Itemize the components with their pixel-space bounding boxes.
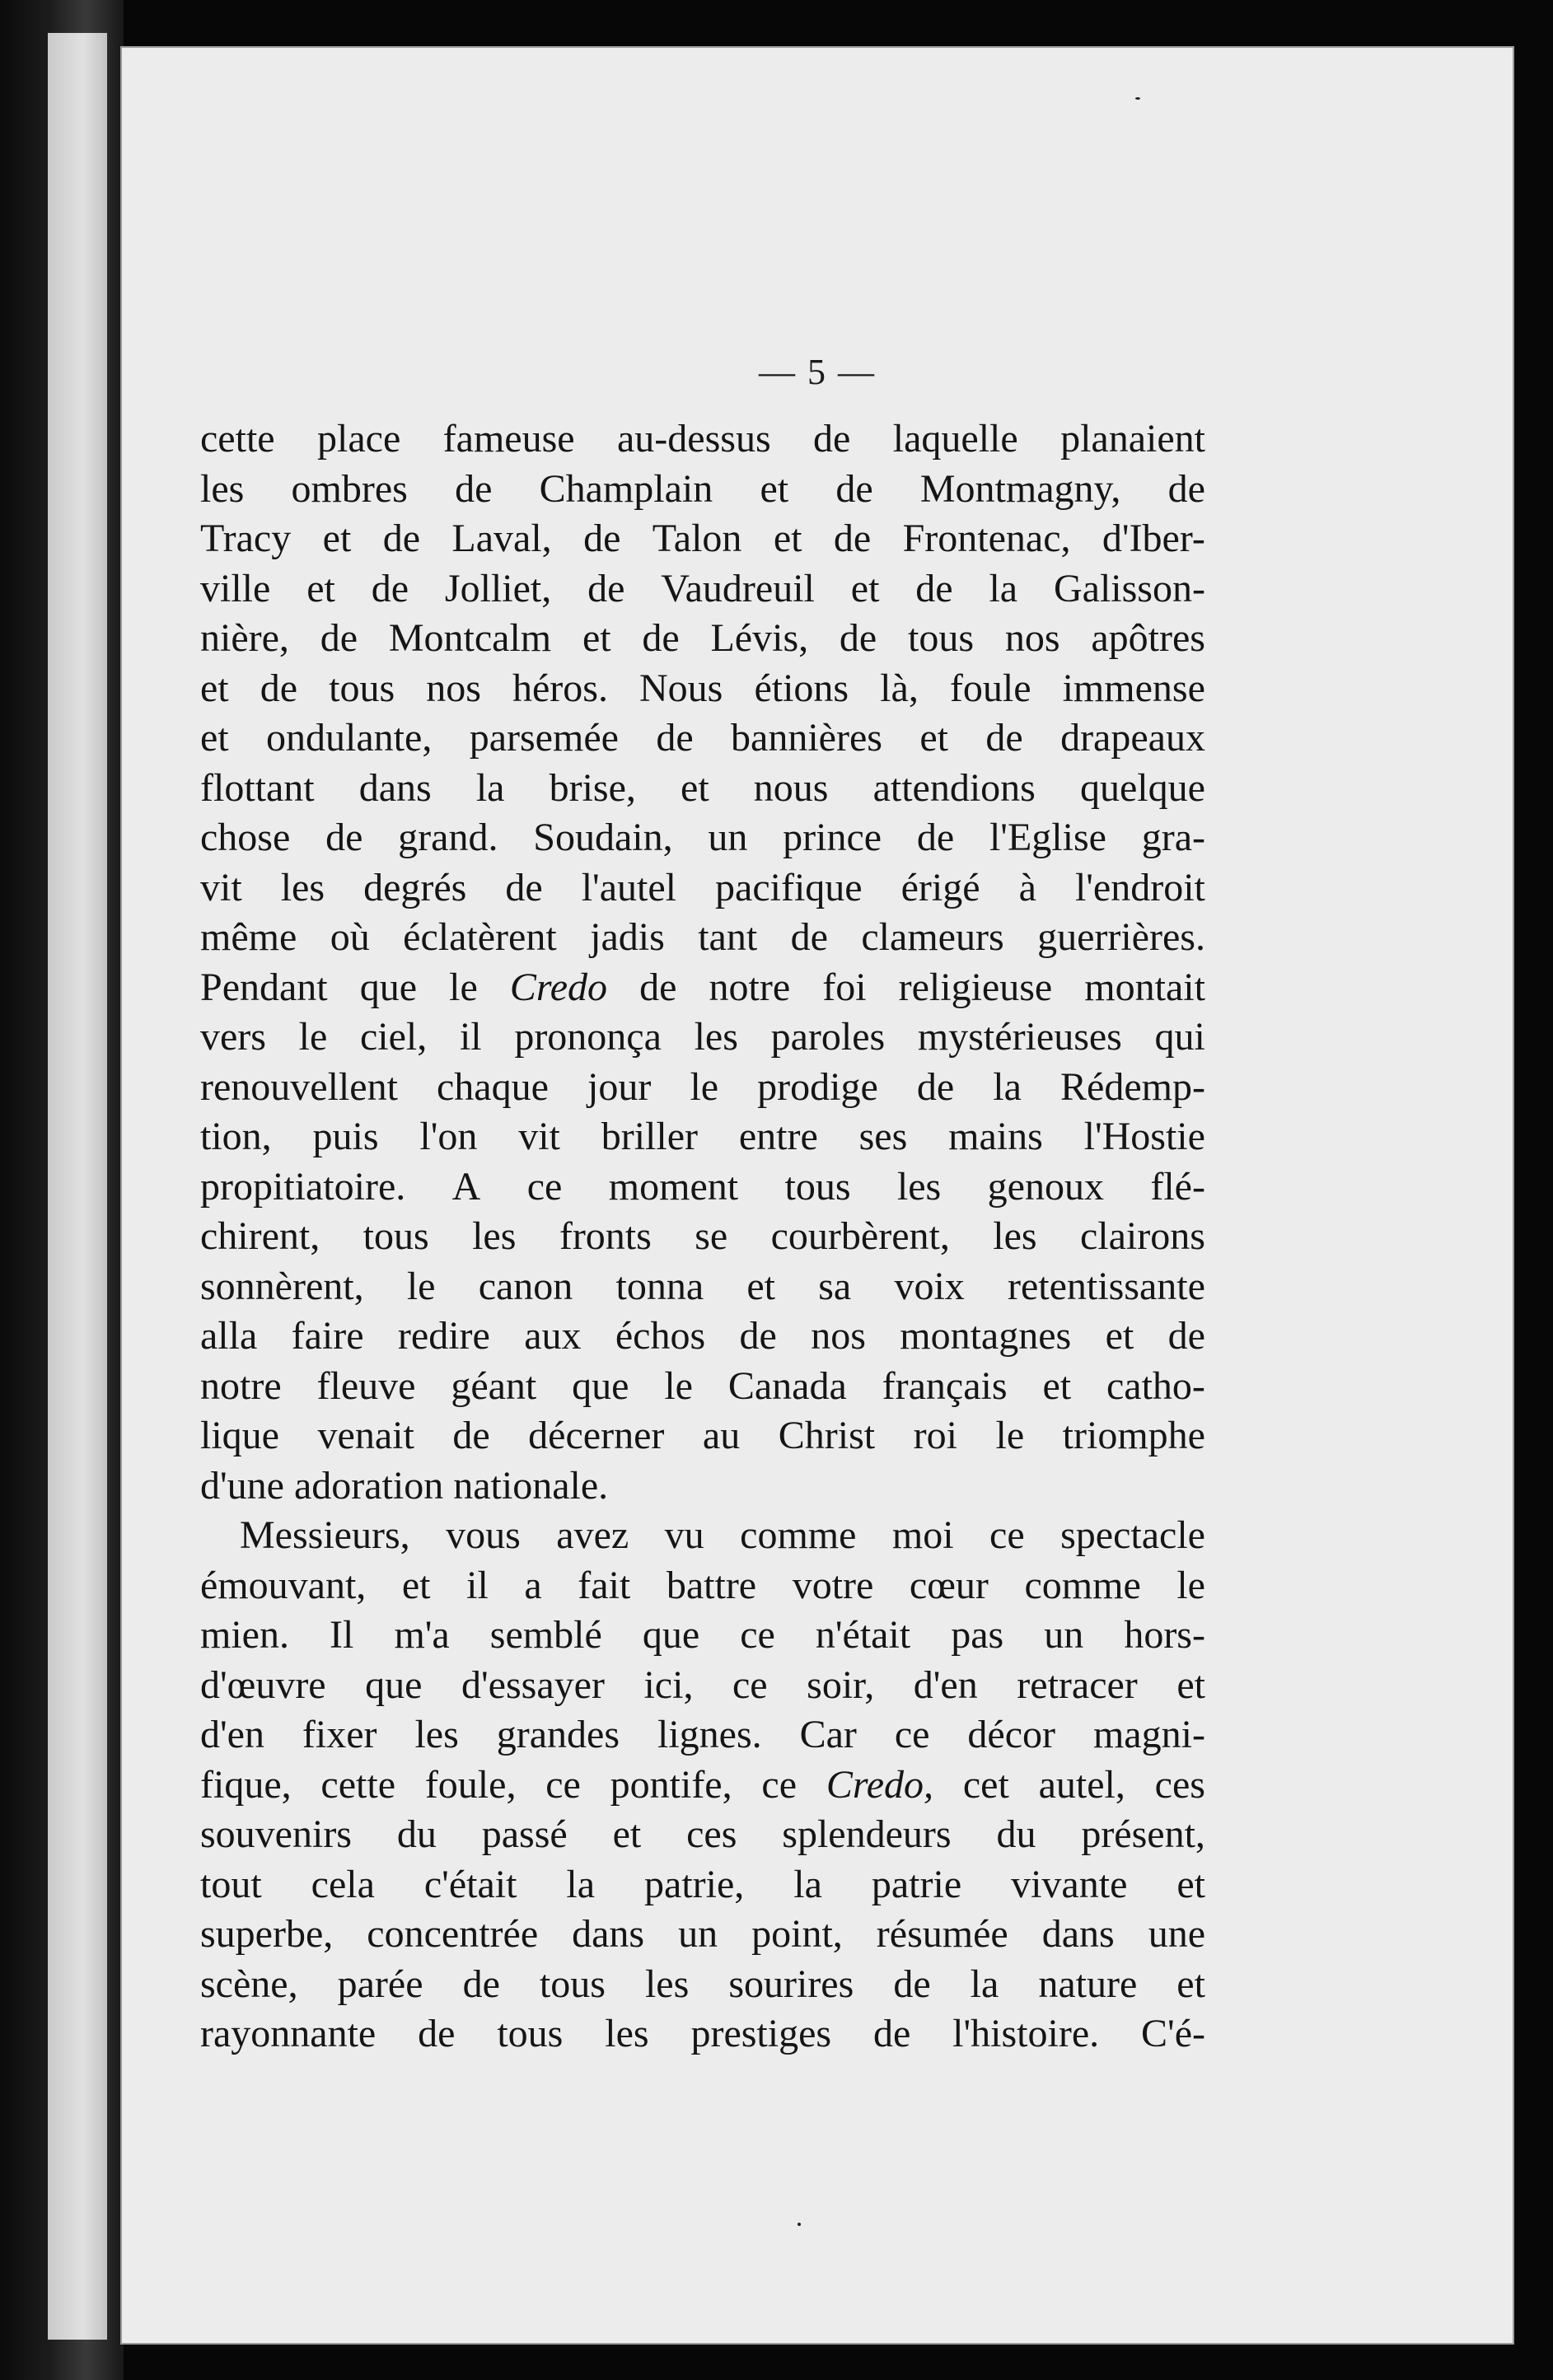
text-line: même où éclatèrent jadis tant de clameurs guerrières. xyxy=(200,915,1205,959)
text-line: rayonnante de tous les prestiges de l'histoire. C'é- xyxy=(200,2012,1205,2055)
text-line: scène, parée de tous les sourires de la nature et xyxy=(200,1962,1205,2006)
text-line: chirent, tous les fronts se courbèrent, les clairons xyxy=(200,1214,1205,1258)
text-line: notre fleuve géant que le Canada français et catho- xyxy=(200,1363,1205,1408)
text-line: vers le ciel, il prononça les paroles mystérieuses qui xyxy=(200,1015,1205,1059)
text-line: superbe, concentrée dans un point, résumée dans une xyxy=(200,1912,1205,1956)
text-line: Tracy et de Laval, de Talon et de Frontenac, d'Iber- xyxy=(200,517,1205,560)
text-line: d'œuvre que d'essayer ici, ce soir, d'en retracer et xyxy=(200,1662,1205,1707)
text-line: émouvant, et il a fait battre votre cœur comme le xyxy=(200,1563,1205,1607)
text-line: les ombres de Champlain et de Montmagny, de xyxy=(200,466,1205,511)
text-line: ville et de Jolliet, de Vaudreuil et de la Galisson- xyxy=(200,566,1205,610)
text-line: Messieurs, vous avez vu comme moi ce spectacle xyxy=(240,1513,1205,1557)
print-speck xyxy=(798,2223,801,2226)
print-speck xyxy=(1135,97,1140,100)
text-line: mien. Il m'a semblé que ce n'était pas un hors- xyxy=(200,1613,1205,1657)
text-line: propitiatoire. A ce moment tous les genoux flé- xyxy=(200,1164,1205,1209)
text-line: nière, de Montcalm et de Lévis, de tous nos apôtres xyxy=(200,616,1205,660)
text-line: flottant dans la brise, et nous attendions quelque xyxy=(200,765,1205,810)
text-line: vit les degrés de l'autel pacifique érigé à l'endroit xyxy=(200,865,1205,909)
text-line: alla faire redire aux échos de nos montagnes et de xyxy=(200,1314,1205,1358)
text-line: cette place fameuse au-dessus de laquelle planaient xyxy=(200,417,1205,461)
text-line: tion, puis l'on vit briller entre ses mains l'Hostie xyxy=(200,1115,1205,1158)
text-line: renouvellent chaque jour le prodige de la Rédemp- xyxy=(200,1064,1205,1109)
text-line: sonnèrent, le canon tonna et sa voix retentissante xyxy=(200,1264,1205,1308)
body-text xyxy=(200,414,1205,2060)
facing-page-edge xyxy=(48,33,107,2340)
text-line: lique venait de décerner au Christ roi le triomphe xyxy=(200,1414,1205,1457)
page-number: — 5 — xyxy=(759,352,876,392)
book-page xyxy=(122,48,1513,2343)
text-line: d'en fixer les grandes lignes. Car ce décor magni- xyxy=(200,1713,1205,1756)
text-line: chose de grand. Soudain, un prince de l'Eglise gra- xyxy=(200,816,1205,859)
text-line: tout cela c'était la patrie, la patrie vivante et xyxy=(200,1862,1205,1906)
text-line: d'une adoration nationale. xyxy=(200,1463,609,1508)
text-line: et ondulante, parsemée de bannières et de drapeaux xyxy=(200,716,1205,760)
text-line: fique, cette foule, ce pontife, ce Credo, cet autel, ces xyxy=(200,1762,1205,1807)
text-line: et de tous nos héros. Nous étions là, foule immense xyxy=(200,666,1205,710)
text-line: souvenirs du passé et ces splendeurs du présent, xyxy=(200,1812,1205,1856)
text-line: Pendant que le Credo de notre foi religieuse montait xyxy=(200,965,1205,1009)
